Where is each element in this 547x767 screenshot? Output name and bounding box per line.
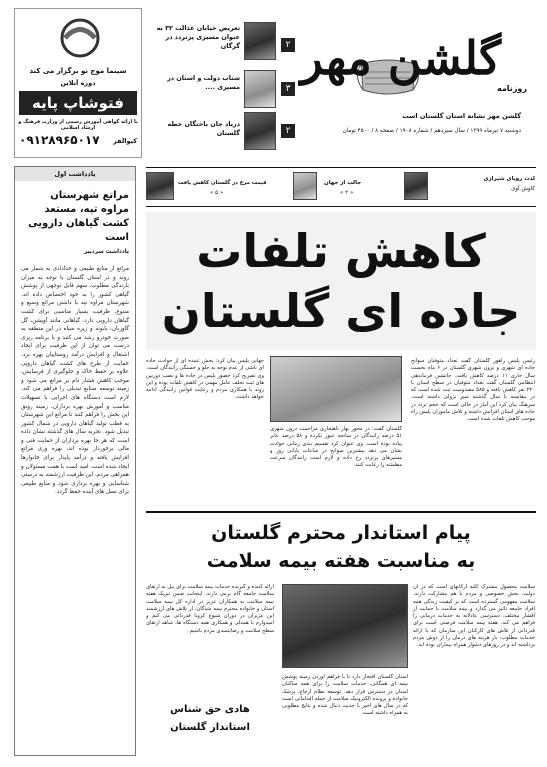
ad-phone[interactable]: ۰۹۱۲۸۹۶۵۰۱۷	[19, 133, 100, 147]
brief-title[interactable]: قیمت مرغ در گلستان کاهش یافت	[178, 180, 267, 186]
message-signature-title: استاندار گلستان	[170, 722, 250, 733]
brief-subtitle: کاوش آوی	[511, 186, 535, 192]
story-column-3: جهانی پلیس بیان کرد: بخش عمده ای از حوادث جاده ای ناشی از عدم توجه به جلو و خستگی رانندگان است. وی تصریح کرد حضور پلیس در جاده ها و نصب دوربین های ثبت تخلف عامل مهمی در کاهش تلفات بوده و این روند با همکاری مردم و رعایت قوانین رانندگی ادامه خواهد داشت.	[146, 358, 264, 401]
headline	[146, 212, 536, 350]
column-label: یادداشت اول	[15, 167, 135, 181]
brief-number: ۲	[281, 124, 295, 138]
brief-photo	[146, 172, 174, 200]
story-photo	[270, 356, 402, 422]
brief-number: ۲	[281, 38, 295, 52]
brief-title[interactable]: دریاد جان باختگان خطه گلستان	[167, 120, 240, 137]
masthead-logo: گلشن مهر	[300, 31, 501, 85]
masthead	[285, 14, 535, 154]
brief-photo	[244, 112, 276, 150]
brief-title[interactable]: لذت رویای شیرازی	[483, 176, 535, 182]
message-column-3: استان گلستان افتخار دارد تا با فراهم آوردن زمینه پوشش بیمه ای همگانی، خدمات سلامت را برای همه ساکنان استان در دسترس قرار دهد. توسعه نظام ارجاع، پزشک خانواده و پرونده الکترونیک سلامت از جمله اقداماتی است که در سال های اخیر با جدیت دنبال شده و نتایج مطلوبی به همراه داشته است.	[282, 674, 408, 717]
story-column-1: رئیس پلیس راهور گلستان گفت تعداد متوفیان سوانح جاده ای شهری و برون شهری گلستان در ۶ ماه نخست سال جاری ۱۱ درصد کاهش یافت. جانشین فرماندهی انتظامی گلستان گفت تعداد متوفیان در سطح استان با ۲۲۰ نفر کاهش یافته و ۵۸۵ مصدومیت ثبت شده است که در مقایسه با سال گذشته سیر نزولی داشته است. سرهنگ بیان کرد این آمار در حالی است که حجم تردد در جاده های استان افزایش داشته و تلاش ماموران پلیس راه موجب کاهش تلفات شده است.	[411, 358, 535, 423]
brief-photo	[244, 70, 276, 108]
message-title-2: به مناسبت هفته بیمه سلامت	[206, 550, 476, 572]
brief-subtitle: « ۵ »	[210, 190, 224, 196]
column-author: یادداشت سردبیر	[84, 249, 129, 255]
ad-contact: کیوالفر	[113, 137, 137, 145]
divider	[146, 167, 536, 168]
editorial-column	[14, 166, 136, 756]
ad-logo-icon	[55, 17, 105, 59]
governor-photo	[282, 584, 408, 668]
brief-title[interactable]: جالب از جهان	[324, 180, 362, 186]
ad-title: فتوشاپ پایه	[19, 91, 137, 115]
story-column-2: گلستان گفت: در محور بهار ناهنجاری مزاحمت درون شهری ۵۱ درصد رانندگان در سانحه عبور نکرده و ۵۸ درصد عابر پیاده بوده است. وی عنوان کرد تقسیم بندی زمانی حوادث نشان می دهد بیشترین سوانح در ساعات پایانی روز و مسیرهای پرتردد رخ داده و لازم است رانندگان سرعت مطمئنه را رعایت کنند.	[270, 426, 402, 469]
ad-box[interactable]	[14, 8, 142, 158]
brief-photo	[244, 22, 276, 60]
divider	[146, 511, 536, 513]
message-column-1: سلامت محصول مشترک کلیه ارکانهای است که در آن دولت، بخش خصوصی و مردم با هم مشارکت دارند. سلامت مفهومی گسترده است که بر کیفیت زندگی همه افراد جامعه تاثیر می گذارد و بیمه سلامت با حمایت از اقشار مختلف، دسترسی عادلانه به خدمات درمانی را فراهم می کند. هفته بیمه سلامت فرصتی است برای قدردانی از تلاش های کارکنان این سازمان که با ارائه خدمات مطلوب، بار هزینه های درمان را از دوش مردم برداشته اند و در روزهای دشوار همراه بیماران بوده اند.	[413, 584, 535, 649]
brief-title[interactable]: تعریض خیابان عدالت ۳۲ به عنوان مسیری پرتردد در گرگان	[156, 24, 240, 50]
message-signature-name: هادی حق شناس	[170, 704, 250, 715]
masthead-label: روزنامه	[497, 84, 527, 93]
column-body: مراتع از منابع طبیعی و خدادادی به شمار می روند و در استان گلستان با توجه به میزان بارندگی مطلوب، سهم قابل توجهی از پوشش گیاهی کشور را به خود اختصاص داده اند. شهرستان مراوه تپه با داشتن مراتع وسیع و متنوع، ظرفیت بسیار مناسبی برای کشت گیاهان دارویی دارد. گیاهانی مانند آویشن، گل گاوزبان، بابونه و زیره سیاه در این منطقه به صورت خودرو رشد می کنند و با برنامه ریزی درست می توان از این ظرفیت برای ایجاد اشتغال و افزایش درآمد روستاییان بهره برد. حمایت از طرح های کشت گیاهان دارویی علاوه بر حفظ خاک و جلوگیری از فرسایش، موجب کاهش فشار دام بر مراتع می شود و زمینه توسعه صنایع تبدیلی را فراهم می کند. لازم است دستگاه های اجرایی با تسهیلات مناسب و آموزش بهره برداران، زمینه رونق این بخش را فراهم کنند تا مراتع این شهرستان به قطب تولید گیاهان دارویی در شمال کشور تبدیل شود. تجربه سال های گذشته نشان داده است که هر جا بهره برداران از حمایت فنی و مالی برخوردار بوده اند، بهره وری مراتع افزایش یافته و درآمد پایدار برای خانوارها ایجاد شده است. امید است با همت مسئولان و همراهی مردم، این ظرفیت ارزشمند به درستی شناسایی و بهره برداری شود و منابع طبیعی برای نسل های آینده حفظ گردد.	[21, 266, 129, 496]
brief-photo	[404, 172, 428, 200]
masthead-dateline: دوشنبه ۷ تیرماه ۱۳۹۹ / سال سیزدهم / شماره ۱۹۰۸ / صفحه ۸ / ۴۵۰۰ تومان	[342, 128, 521, 134]
masthead-tagline: گلشن مهر نشانه استان گلستان است	[402, 112, 521, 120]
divider	[146, 206, 536, 207]
brief-number: ۳	[281, 82, 295, 96]
message-title-1: پیام استاندار محترم گلستان	[211, 522, 471, 544]
headline-line1: کاهش تلفات	[196, 224, 486, 278]
ad-line2: دوره آنلاین	[60, 79, 96, 87]
brief-title[interactable]: شتاب دولت و استان در مسیری ....	[167, 74, 240, 91]
ad-description: با ارائه گواهی آموزش رسمی از وزارت فرهنگ و ارشاد اسلامی	[18, 119, 138, 131]
column-title: مراتع شهرستان مراوه تپه، مستعد کشت گیاهان دارویی است	[28, 190, 129, 243]
ad-line1: سینما موج نو برگزار می کند	[29, 67, 127, 75]
headline-line2: جاده ای گلستان	[161, 284, 521, 338]
brief-subtitle: « ۲ »	[340, 190, 354, 196]
message-column-2: ارائه کننده و گیرنده خدمات بیمه سلامت برای نیل به ارتقای سلامت جامعه گام برمی دارند. اینجانب ضمن تبریک هفته بیمه سلامت به همکاران عزیز در اداره کل بیمه سلامت استان و خانواده محترم بیمه شدگان، از تلاش های ارزشمند این عزیزان در دوران شیوع کرونا قدردانی می کنم و امیدوارم با همدلی و همکاری همه دستگاه ها، شاهد ارتقای سطح سلامت و رضایتمندی مردم باشیم.	[146, 584, 274, 634]
brief-photo	[293, 172, 317, 200]
